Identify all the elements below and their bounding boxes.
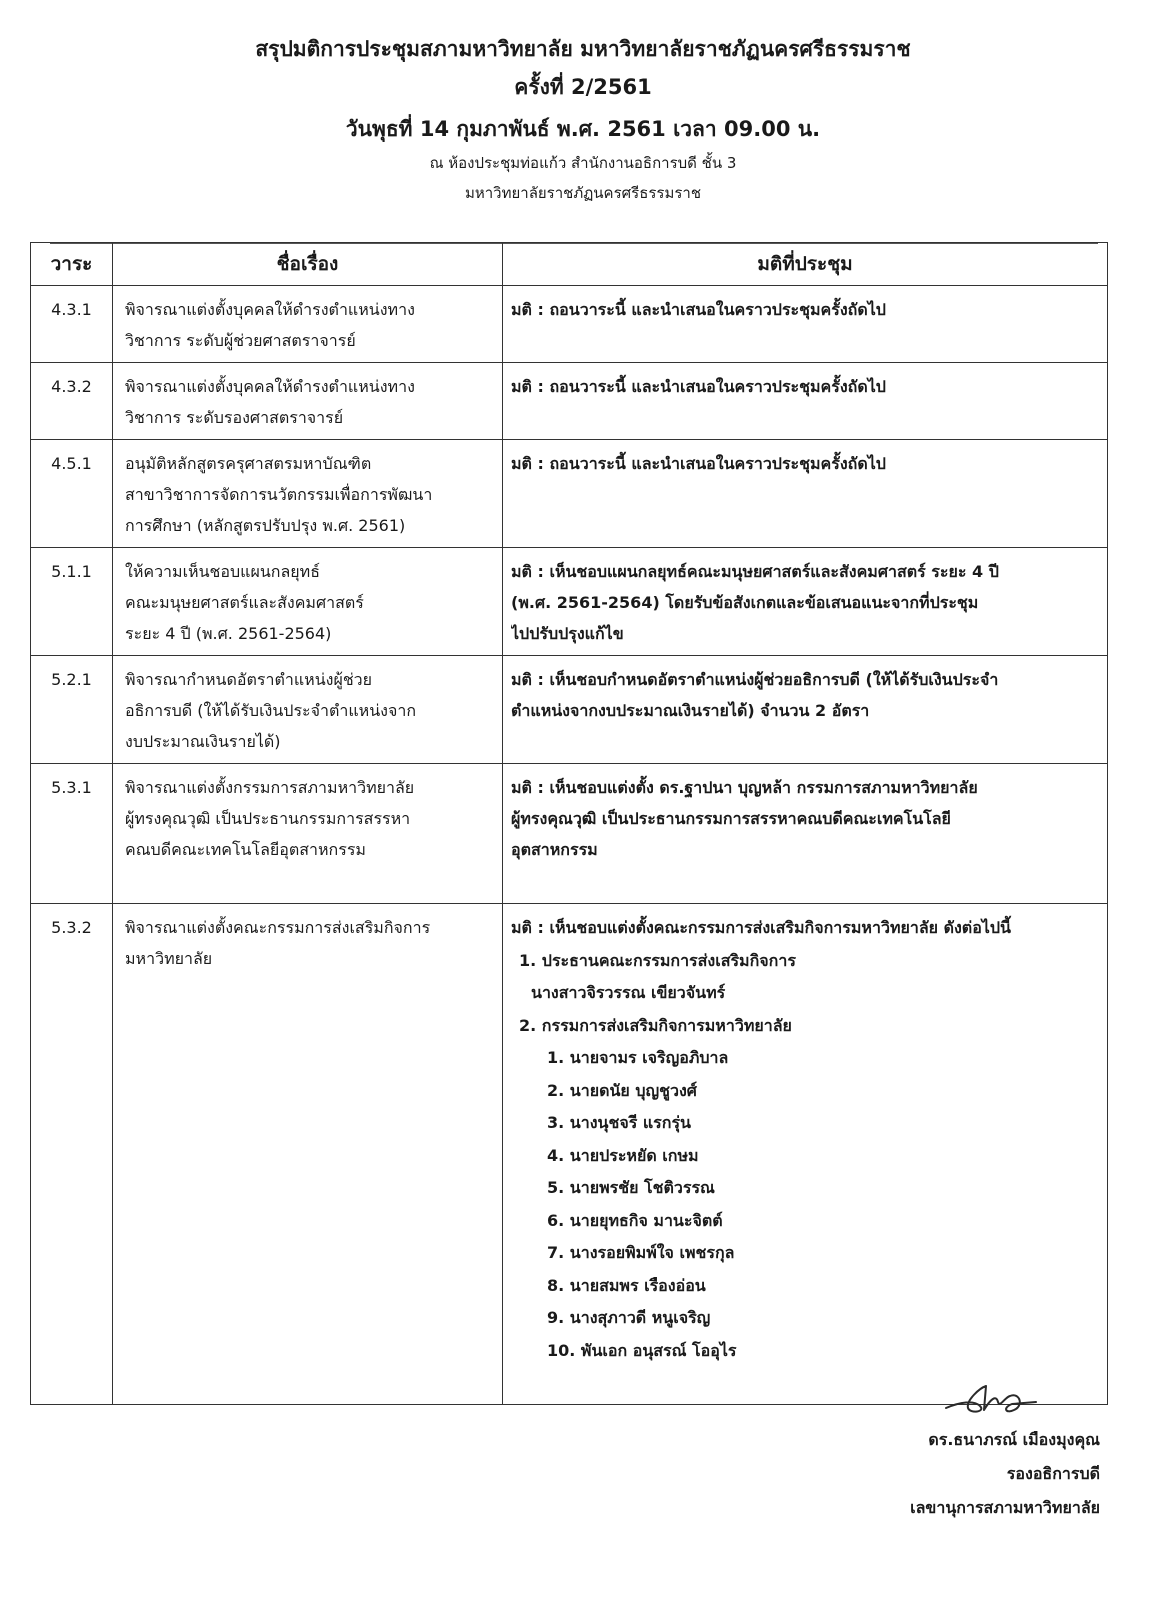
resolution-line: มติ : เห็นชอบแต่งตั้ง ดร.ฐาปนา บุญหล้า กรรมการสภามหาวิทยาลัย — [511, 778, 978, 797]
agenda-number: 5.1.1 — [31, 548, 113, 656]
subject-line: คณบดีคณะเทคโนโลยีอุตสาหกรรม — [125, 840, 366, 859]
agenda-subject — [113, 363, 503, 440]
committee-member: 9. นางสุภาวดี หนูเจริญ — [547, 1308, 711, 1327]
resolution-line: ผู้ทรงคุณวุฒิ เป็นประธานกรรมการสรรหาคณบดีคณะเทคโนโลยี — [511, 809, 951, 828]
column-header-subject: ชื่อเรื่อง — [113, 243, 503, 286]
subject-line: พิจารณากำหนดอัตราตำแหน่งผู้ช่วย — [125, 670, 373, 689]
agenda-number: 5.3.1 — [31, 764, 113, 904]
document-header — [0, 30, 1166, 208]
signature-block — [800, 1385, 1100, 1525]
agenda-resolution — [503, 548, 1108, 656]
committee-member: 2. นายดนัย บุญชูวงศ์ — [547, 1080, 697, 1100]
subject-line: คณะมนุษยศาสตร์และสังคมศาสตร์ — [125, 593, 364, 612]
agenda-subject — [113, 286, 503, 363]
column-header-resolution: มติที่ประชุม — [503, 243, 1108, 286]
subject-line: ให้ความเห็นชอบแผนกลยุทธ์ — [125, 562, 320, 581]
subject-line: พิจารณาแต่งตั้งบุคคลให้ดำรงตำแหน่งทาง — [125, 377, 415, 396]
agenda-number: 5.2.1 — [31, 656, 113, 764]
meeting-session: ครั้งที่ 2/2561 — [514, 75, 652, 99]
committee-member: 6. นายยุทธกิจ มานะจิตต์ — [547, 1210, 723, 1230]
agenda-resolution — [503, 286, 1108, 363]
meeting-datetime: วันพุธที่ 14 กุมภาพันธ์ พ.ศ. 2561 เวลา 09.00 น. — [345, 117, 821, 141]
agenda-number: 5.3.2 — [31, 904, 113, 1405]
subject-line: สาขาวิชาการจัดการนวัตกรรมเพื่อการพัฒนา — [125, 485, 433, 504]
document-title: สรุปมติการประชุมสภามหาวิทยาลัย มหาวิทยาลัยราชภัฏนครศรีธรรมราช — [255, 37, 911, 61]
table-row — [31, 904, 1108, 1405]
subject-line: การศึกษา (หลักสูตรปรับปรุง พ.ศ. 2561) — [125, 516, 406, 535]
table-header-row — [31, 243, 1108, 286]
column-header-agenda: วาระ — [31, 243, 113, 286]
table-row — [31, 363, 1108, 440]
agenda-subject — [113, 656, 503, 764]
subject-line: พิจารณาแต่งตั้งบุคคลให้ดำรงตำแหน่งทาง — [125, 300, 415, 319]
committee-member: 7. นางรอยพิมพ์ใจ เพชรกุล — [547, 1243, 735, 1262]
table-row — [31, 656, 1108, 764]
organization-name: มหาวิทยาลัยราชภัฏนครศรีธรรมราช — [464, 184, 702, 202]
subject-line: งบประมาณเงินรายได้) — [125, 732, 281, 751]
agenda-subject — [113, 548, 503, 656]
committee-chair-name: นางสาวจิรวรรณ เขียวจันทร์ — [531, 983, 726, 1002]
table-row — [31, 764, 1108, 904]
resolution-line: มติ : เห็นชอบกำหนดอัตราตำแหน่งผู้ช่วยอธิการบดี (ให้ได้รับเงินประจำ — [511, 670, 999, 689]
subject-line: มหาวิทยาลัย — [125, 949, 213, 968]
committee-member: 5. นายพรชัย โชติวรรณ — [547, 1178, 715, 1197]
subject-line: วิชาการ ระดับผู้ช่วยศาสตราจารย์ — [125, 331, 356, 350]
resolution-line: ตำแหน่งจากงบประมาณเงินรายได้) จำนวน 2 อัตรา — [511, 701, 870, 720]
subject-line: อธิการบดี (ให้ได้รับเงินประจำตำแหน่งจาก — [125, 701, 417, 720]
committee-member: 3. นางนุชจรี แรกรุ่น — [547, 1113, 691, 1132]
subject-line: ระยะ 4 ปี (พ.ศ. 2561-2564) — [125, 624, 332, 643]
signatory-role: เลขานุการสภามหาวิทยาลัย — [910, 1498, 1100, 1517]
resolution-line: มติ : ถอนวาระนี้ และนำเสนอในคราวประชุมครั้งถัดไป — [511, 377, 886, 396]
committee-member: 4. นายประหยัด เกษม — [547, 1145, 699, 1165]
meeting-venue: ณ ห้องประชุมท่อแก้ว สำนักงานอธิการบดี ชั้น 3 — [429, 154, 737, 172]
resolution-line: อุตสาหกรรม — [511, 840, 598, 859]
committee-member: 10. พันเอก อนุสรณ์ โออุไร — [547, 1340, 737, 1360]
resolutions-table — [30, 242, 1108, 1405]
agenda-resolution — [503, 764, 1108, 904]
agenda-number: 4.3.1 — [31, 286, 113, 363]
table-row — [31, 548, 1108, 656]
resolution-line: มติ : เห็นชอบแต่งตั้งคณะกรรมการส่งเสริมกิจการมหาวิทยาลัย ดังต่อไปนี้ — [511, 918, 1011, 937]
committee-chair-heading: 1. ประธานคณะกรรมการส่งเสริมกิจการ — [519, 950, 796, 970]
agenda-subject — [113, 440, 503, 548]
agenda-resolution — [503, 363, 1108, 440]
table-row — [31, 286, 1108, 363]
signatory-name: ดร.ธนาภรณ์ เมืองมุงคุณ — [928, 1430, 1100, 1449]
resolution-line: ไปปรับปรุงแก้ไข — [511, 624, 624, 643]
subject-line: พิจารณาแต่งตั้งกรรมการสภามหาวิทยาลัย — [125, 778, 415, 797]
subject-line: อนุมัติหลักสูตรครุศาสตรมหาบัณฑิต — [125, 454, 372, 473]
agenda-subject — [113, 904, 503, 1405]
agenda-number: 4.3.2 — [31, 363, 113, 440]
signatory-title: รองอธิการบดี — [1006, 1464, 1100, 1483]
resolution-line: มติ : ถอนวาระนี้ และนำเสนอในคราวประชุมครั้งถัดไป — [511, 454, 886, 473]
agenda-subject — [113, 764, 503, 904]
committee-members-heading: 2. กรรมการส่งเสริมกิจการมหาวิทยาลัย — [519, 1015, 792, 1035]
subject-line: วิชาการ ระดับรองศาสตราจารย์ — [125, 408, 344, 427]
committee-member: 1. นายจามร เจริญอภิบาล — [547, 1048, 729, 1067]
subject-line: พิจารณาแต่งตั้งคณะกรรมการส่งเสริมกิจการ — [125, 918, 431, 937]
subject-line: ผู้ทรงคุณวุฒิ เป็นประธานกรรมการสรรหา — [125, 809, 411, 828]
agenda-resolution — [503, 440, 1108, 548]
resolution-line: (พ.ศ. 2561-2564) โดยรับข้อสังเกตและข้อเสนอแนะจากที่ประชุม — [511, 593, 979, 612]
resolution-line: มติ : ถอนวาระนี้ และนำเสนอในคราวประชุมครั้งถัดไป — [511, 300, 886, 319]
resolution-line: มติ : เห็นชอบแผนกลยุทธ์คณะมนุษยศาสตร์และสังคมศาสตร์ ระยะ 4 ปี — [511, 562, 999, 581]
agenda-resolution — [503, 656, 1108, 764]
committee-member: 8. นายสมพร เรืองอ่อน — [547, 1275, 706, 1295]
table-row — [31, 440, 1108, 548]
agenda-resolution — [503, 904, 1108, 1405]
agenda-number: 4.5.1 — [31, 440, 113, 548]
